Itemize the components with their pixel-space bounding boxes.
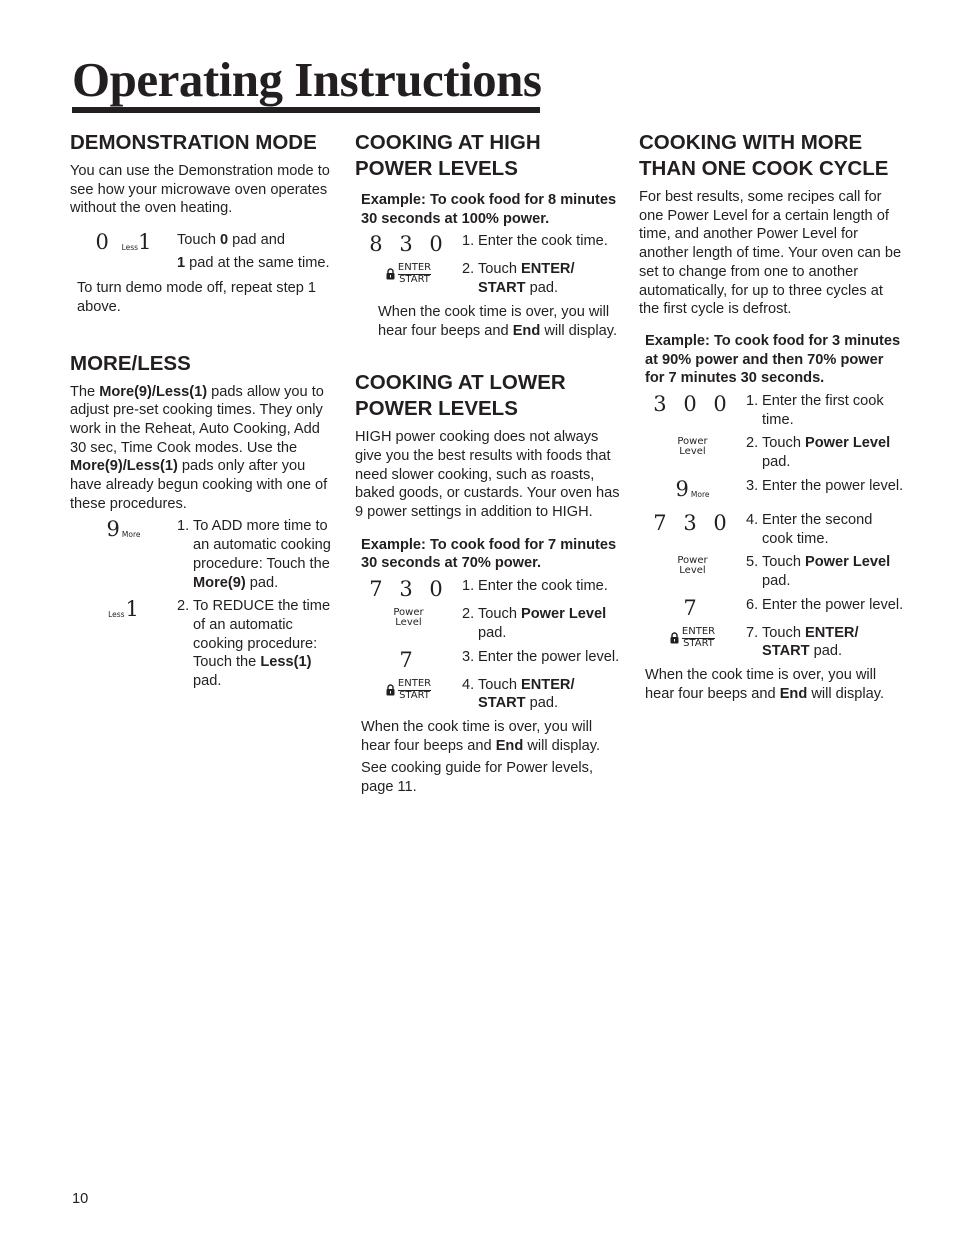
more-nine-pad-icon: 9 More (106, 517, 141, 542)
digits-730-pad-icon: 7 3 0 (369, 577, 448, 602)
lower-step-2-text: Touch Power Level pad. (478, 606, 607, 641)
page-title: Operating Instructions (72, 52, 542, 107)
moreless-heading: MORE/LESS (70, 351, 191, 375)
lower-step-1: 7 3 0 1. Enter the cook time. (355, 577, 620, 600)
high-step-1: 8 3 0 1. Enter the cook time. (355, 232, 620, 255)
multi-step-5-text: Touch Power Level pad. (762, 554, 891, 589)
high-after-text: When the cook time is over, you will hear four beeps and End will display. (378, 303, 618, 339)
page-number: 10 (72, 1191, 89, 1207)
digit-7-pad-icon: 7 (683, 595, 702, 620)
lower-step-2: Power Level 2. Touch Power Level pad. (355, 605, 620, 642)
multi-step-3-text: Enter the power level. (762, 477, 904, 494)
zero-less-one-pad-icon (70, 230, 177, 275)
multi-step-4: 7 3 0 4. Enter the second cook time. (639, 511, 904, 548)
lower-see-guide: See cooking guide for Power levels, page 11. (361, 760, 594, 796)
multi-step-1-text: Enter the first cook time. (762, 393, 884, 428)
multi-step-7: ENTER START 7. Touch ENTER/ START pad. (639, 624, 904, 661)
multi-heading: COOKING WITH MORE THAN ONE COOK CYCLE (639, 131, 889, 180)
multi-after-text: When the cook time is over, you will hear four beeps and End will display. (645, 667, 885, 702)
high-heading: COOKING AT HIGH POWER LEVELS (355, 131, 541, 180)
enter-start-pad-icon: ENTER START (639, 624, 746, 661)
multi-step-1: 3 0 0 1. Enter the first cook time. (639, 392, 904, 429)
column-middle (355, 130, 620, 797)
high-step-1-text: Enter the cook time. (478, 233, 608, 250)
multi-step-2: Power Level 2. Touch Power Level pad. (639, 434, 904, 471)
pad-one-digit: 1 (138, 230, 152, 255)
less-one-pad-icon: Less1 (108, 597, 139, 622)
moreless-step-2: Less1 2. To REDUCE the time of an automatic cooking procedure: Touch the Less(1) pad. (70, 597, 338, 691)
high-step-2: ENTER START 2. Touch ENTER/ START pad. (355, 260, 620, 297)
multi-step-3: 9 More 3. Enter the power level. (639, 477, 904, 506)
moreless-step-1-text: To ADD more time to an automatic cooking procedure: Touch the More(9) pad. (193, 518, 331, 591)
lower-step-4: ENTER START 4. Touch ENTER/ START pad. (355, 676, 620, 713)
power-level-pad-icon: Power Level (677, 555, 708, 577)
multi-intro: For best results, some recipes call for one Power Level for a certain length of time, and another Power Level for another length of time. Your oven can be set to change from one to another automatically, for up to three cycles at the first cycle is defrost. (639, 189, 902, 318)
multi-step-6-text: Enter the power level. (762, 596, 904, 613)
power-level-pad-icon: Power Level (393, 607, 424, 629)
more-nine-pad-icon: 9 More (675, 476, 710, 501)
high-example: Example: To cook food for 8 minutes 30 seconds at 100% power. (361, 192, 617, 227)
lower-step-3: 7 3. Enter the power level. (355, 648, 620, 671)
moreless-step-1: 9 More 1. To ADD more time to an automatic cooking procedure: Touch the More(9) pad. (70, 517, 338, 592)
multi-step-4-text: Enter the second cook time. (762, 511, 873, 547)
pad-less-label: Less (121, 243, 139, 253)
pad-zero-digit: 0 (95, 230, 109, 255)
lower-after-text: When the cook time is over, you will hear four beeps and End will display. (361, 718, 601, 754)
digit-7-pad-icon: 7 (399, 647, 418, 672)
lower-heading: COOKING AT LOWER POWER LEVELS (355, 371, 566, 421)
demo-step (70, 230, 338, 275)
digits-300-pad-icon: 3 0 0 (653, 392, 732, 417)
column-left (70, 130, 338, 696)
multi-step-5: Power Level 5. Touch Power Level pad. (639, 553, 904, 590)
demo-off-text: To turn demo mode off, repeat step 1 above. (77, 280, 317, 315)
lower-example: Example: To cook food for 7 minutes 30 seconds at 70% power. (361, 536, 617, 572)
lock-icon (386, 684, 395, 696)
digits-730-pad-icon: 7 3 0 (653, 510, 732, 535)
demo-heading: DEMONSTRATION MODE (70, 131, 317, 154)
lower-step-4-text: Touch ENTER/ START pad. (478, 676, 575, 712)
multi-step-2-text: Touch Power Level pad. (762, 435, 891, 471)
lock-icon (670, 632, 679, 644)
moreless-step-2-text: To REDUCE the time of an automatic cooking procedure: Touch the Less(1) pad. (193, 598, 331, 690)
lower-step-3-text: Enter the power level. (478, 648, 620, 665)
multi-example: Example: To cook food for 3 minutes at 90% power and then 70% power for 7 minutes 30 seconds. (645, 332, 901, 387)
demo-step-text: Touch 0 pad and 1 pad at the same time. (177, 232, 330, 272)
high-step-2-text: Touch ENTER/ START pad. (478, 261, 575, 297)
title-rule (72, 107, 540, 113)
lower-step-1-text: Enter the cook time. (478, 578, 608, 595)
enter-start-pad-icon: ENTER START (355, 676, 462, 713)
demo-intro: You can use the Demonstration mode to see how your microwave oven operates without the oven heating. (70, 163, 330, 217)
moreless-intro: The More(9)/Less(1) pads allow you to adjust pre-set cooking times. They only work in the Reheat, Auto Cooking, Add 30 sec, Time Cook modes. Use the More(9)/Less(1) pads only after you have already begun cooking with one of these procedures. (70, 383, 328, 512)
power-level-pad-icon: Power Level (677, 436, 708, 458)
column-right (639, 130, 904, 703)
digits-830-pad-icon: 8 3 0 (369, 232, 448, 257)
enter-start-pad-icon: ENTER START (355, 260, 462, 297)
lock-icon (386, 268, 395, 280)
lower-intro: HIGH power cooking does not always give you the best results with foods that need slower cooking, such as roasts, baked goods, or custards. Your oven has 9 power settings in addition to HIGH. (355, 429, 620, 521)
multi-step-6: 7 6. Enter the power level. (639, 596, 904, 619)
multi-step-7-text: Touch ENTER/ START pad. (762, 624, 859, 660)
